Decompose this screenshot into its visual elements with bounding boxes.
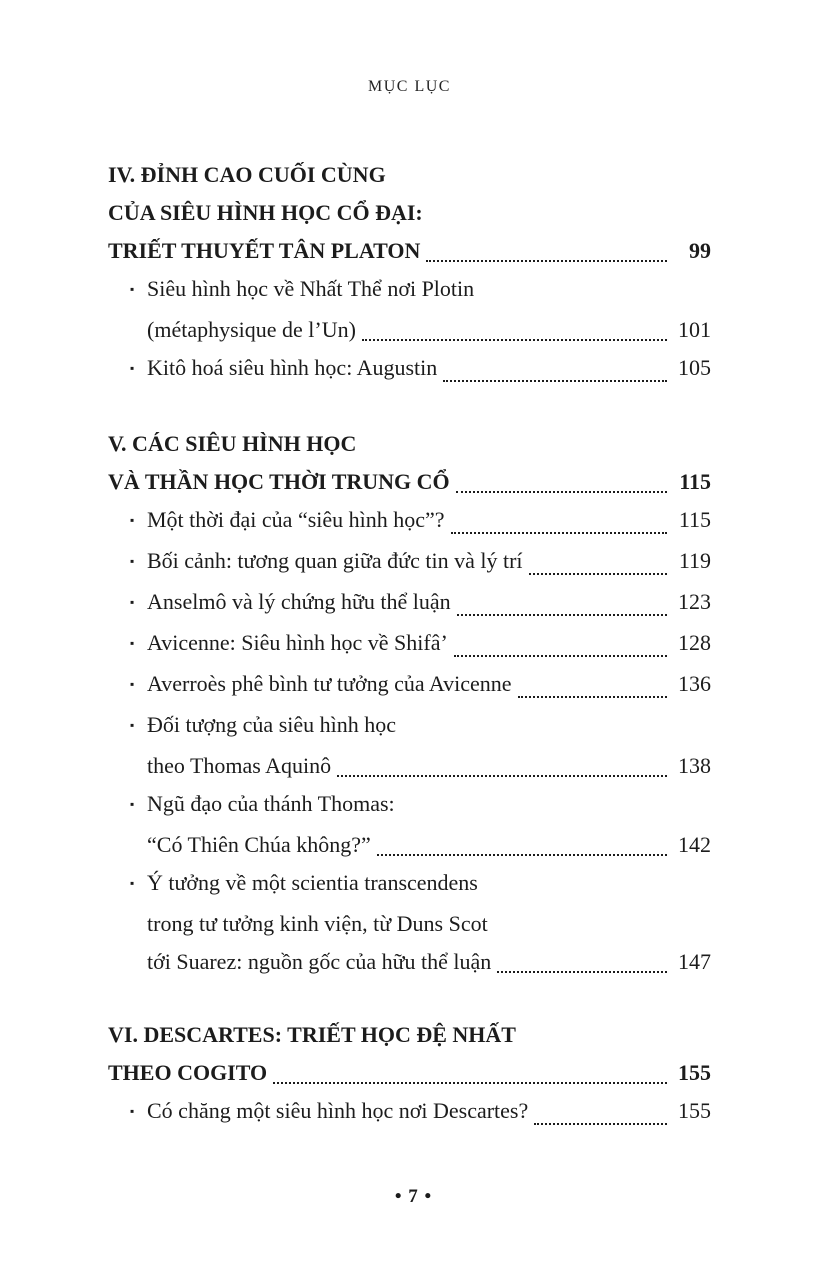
section-page-number: 155 (678, 1060, 711, 1085)
item-page-number: 119 (678, 548, 711, 573)
toc-item (108, 665, 711, 706)
toc-item-line (130, 864, 711, 905)
toc-item-text: Đối tượng của siêu hình học (147, 712, 397, 737)
toc-item (108, 706, 711, 785)
item-page-number: 101 (678, 317, 711, 342)
item-page-number: 115 (678, 507, 711, 532)
toc-item-line (130, 785, 711, 826)
dot-leader (534, 1123, 667, 1125)
toc-item-line (130, 583, 711, 624)
toc-item (108, 785, 711, 864)
item-bullet-icon: ▪ (130, 282, 135, 296)
page-header: MỤC LỤC (368, 78, 451, 95)
toc-item-text: Kitô hoá siêu hình học: Augustin (147, 355, 438, 380)
dot-leader (457, 614, 667, 616)
toc-item-text: Anselmô và lý chứng hữu thể luận (147, 589, 451, 614)
dot-leader (443, 380, 667, 382)
dot-leader (497, 971, 667, 973)
section-title-line (108, 232, 711, 270)
toc-item-text: Bối cảnh: tương quan giữa đức tin và lý trí (147, 548, 523, 573)
section-page-number: 115 (679, 469, 711, 494)
item-page-number: 136 (678, 671, 711, 696)
toc-item-line (130, 943, 711, 981)
toc-item-text: Có chăng một siêu hình học nơi Descartes? (147, 1098, 529, 1123)
section-title-line (108, 1054, 711, 1092)
toc-item-text: (métaphysique de l’Un) (147, 317, 356, 342)
toc-item (108, 542, 711, 583)
section-title-line (108, 194, 711, 232)
toc-item-text: tới Suarez: nguồn gốc của hữu thể luận (147, 949, 492, 974)
toc-item (108, 864, 711, 981)
section-title-text: THEO COGITO (108, 1060, 268, 1085)
toc-item-line (130, 826, 711, 864)
section-title-text: VÀ THẦN HỌC THỜI TRUNG CỔ (108, 469, 450, 494)
item-page-number: 138 (678, 753, 711, 778)
toc-item-text: Một thời đại của “siêu hình học”? (147, 507, 445, 532)
section-title-line (108, 463, 711, 501)
toc-item-line (130, 311, 711, 349)
toc-item (108, 349, 711, 390)
toc-section (108, 425, 711, 981)
item-page-number: 155 (678, 1098, 711, 1123)
toc-item-line (130, 349, 711, 390)
toc-item-line (130, 905, 711, 943)
item-bullet-icon: ▪ (130, 797, 135, 811)
section-title-text: IV. ĐỈNH CAO CUỐI CÙNG (108, 162, 386, 187)
toc-item (108, 624, 711, 665)
item-page-number: 142 (678, 832, 711, 857)
item-bullet-icon: ▪ (130, 876, 135, 890)
item-bullet-icon: ▪ (130, 554, 135, 568)
section-title-text: TRIẾT THUYẾT TÂN PLATON (108, 238, 421, 263)
dot-leader (518, 696, 667, 698)
dot-leader (377, 854, 667, 856)
toc-item-line (130, 624, 711, 665)
toc-item-text: “Có Thiên Chúa không?” (147, 832, 371, 857)
dot-leader (362, 339, 667, 341)
item-bullet-icon: ▪ (130, 718, 135, 732)
item-page-number: 128 (678, 630, 711, 655)
toc-item-line (130, 1092, 711, 1133)
toc-item-line (130, 270, 711, 311)
toc-section (108, 156, 711, 390)
item-bullet-icon: ▪ (130, 513, 135, 527)
section-title-line (108, 425, 711, 463)
section-title-text: CỦA SIÊU HÌNH HỌC CỔ ĐẠI: (108, 200, 423, 225)
item-bullet-icon: ▪ (130, 361, 135, 375)
toc-item-line (130, 501, 711, 542)
toc-item-text: Ý tưởng về một scientia transcendens (147, 870, 478, 895)
toc-item (108, 501, 711, 542)
item-page-number: 105 (678, 355, 711, 380)
dot-leader (454, 655, 667, 657)
dot-leader (337, 775, 667, 777)
toc-item-text: Siêu hình học về Nhất Thể nơi Plotin (147, 276, 475, 301)
toc-item-text: Avicenne: Siêu hình học về Shifâ’ (147, 630, 448, 655)
dot-leader (273, 1082, 667, 1084)
toc-section (108, 1016, 711, 1133)
section-title-text: VI. DESCARTES: TRIẾT HỌC ĐỆ NHẤT (108, 1022, 516, 1047)
toc-item-line (130, 747, 711, 785)
item-bullet-icon: ▪ (130, 1104, 135, 1118)
toc-item (108, 583, 711, 624)
toc (108, 156, 711, 1133)
toc-item-text: theo Thomas Aquinô (147, 753, 332, 778)
toc-item-line (130, 665, 711, 706)
toc-item-line (130, 542, 711, 583)
section-title-line (108, 156, 711, 194)
toc-item-line (130, 706, 711, 747)
toc-item (108, 270, 711, 349)
toc-item-text: trong tư tưởng kinh viện, từ Duns Scot (147, 911, 488, 936)
page-number-footer: • 7 • (394, 1186, 433, 1207)
dot-leader (529, 573, 667, 575)
toc-item-text: Averroès phê bình tư tưởng của Avicenne (147, 671, 512, 696)
item-bullet-icon: ▪ (130, 636, 135, 650)
dot-leader (426, 260, 667, 262)
item-page-number: 123 (678, 589, 711, 614)
section-title-text: V. CÁC SIÊU HÌNH HỌC (108, 431, 357, 456)
toc-item-text: Ngũ đạo của thánh Thomas: (147, 791, 395, 816)
item-bullet-icon: ▪ (130, 595, 135, 609)
section-page-number: 99 (689, 238, 711, 263)
dot-leader (451, 532, 667, 534)
item-bullet-icon: ▪ (130, 677, 135, 691)
section-title-line (108, 1016, 711, 1054)
item-page-number: 147 (678, 949, 711, 974)
toc-item (108, 1092, 711, 1133)
dot-leader (456, 491, 667, 493)
